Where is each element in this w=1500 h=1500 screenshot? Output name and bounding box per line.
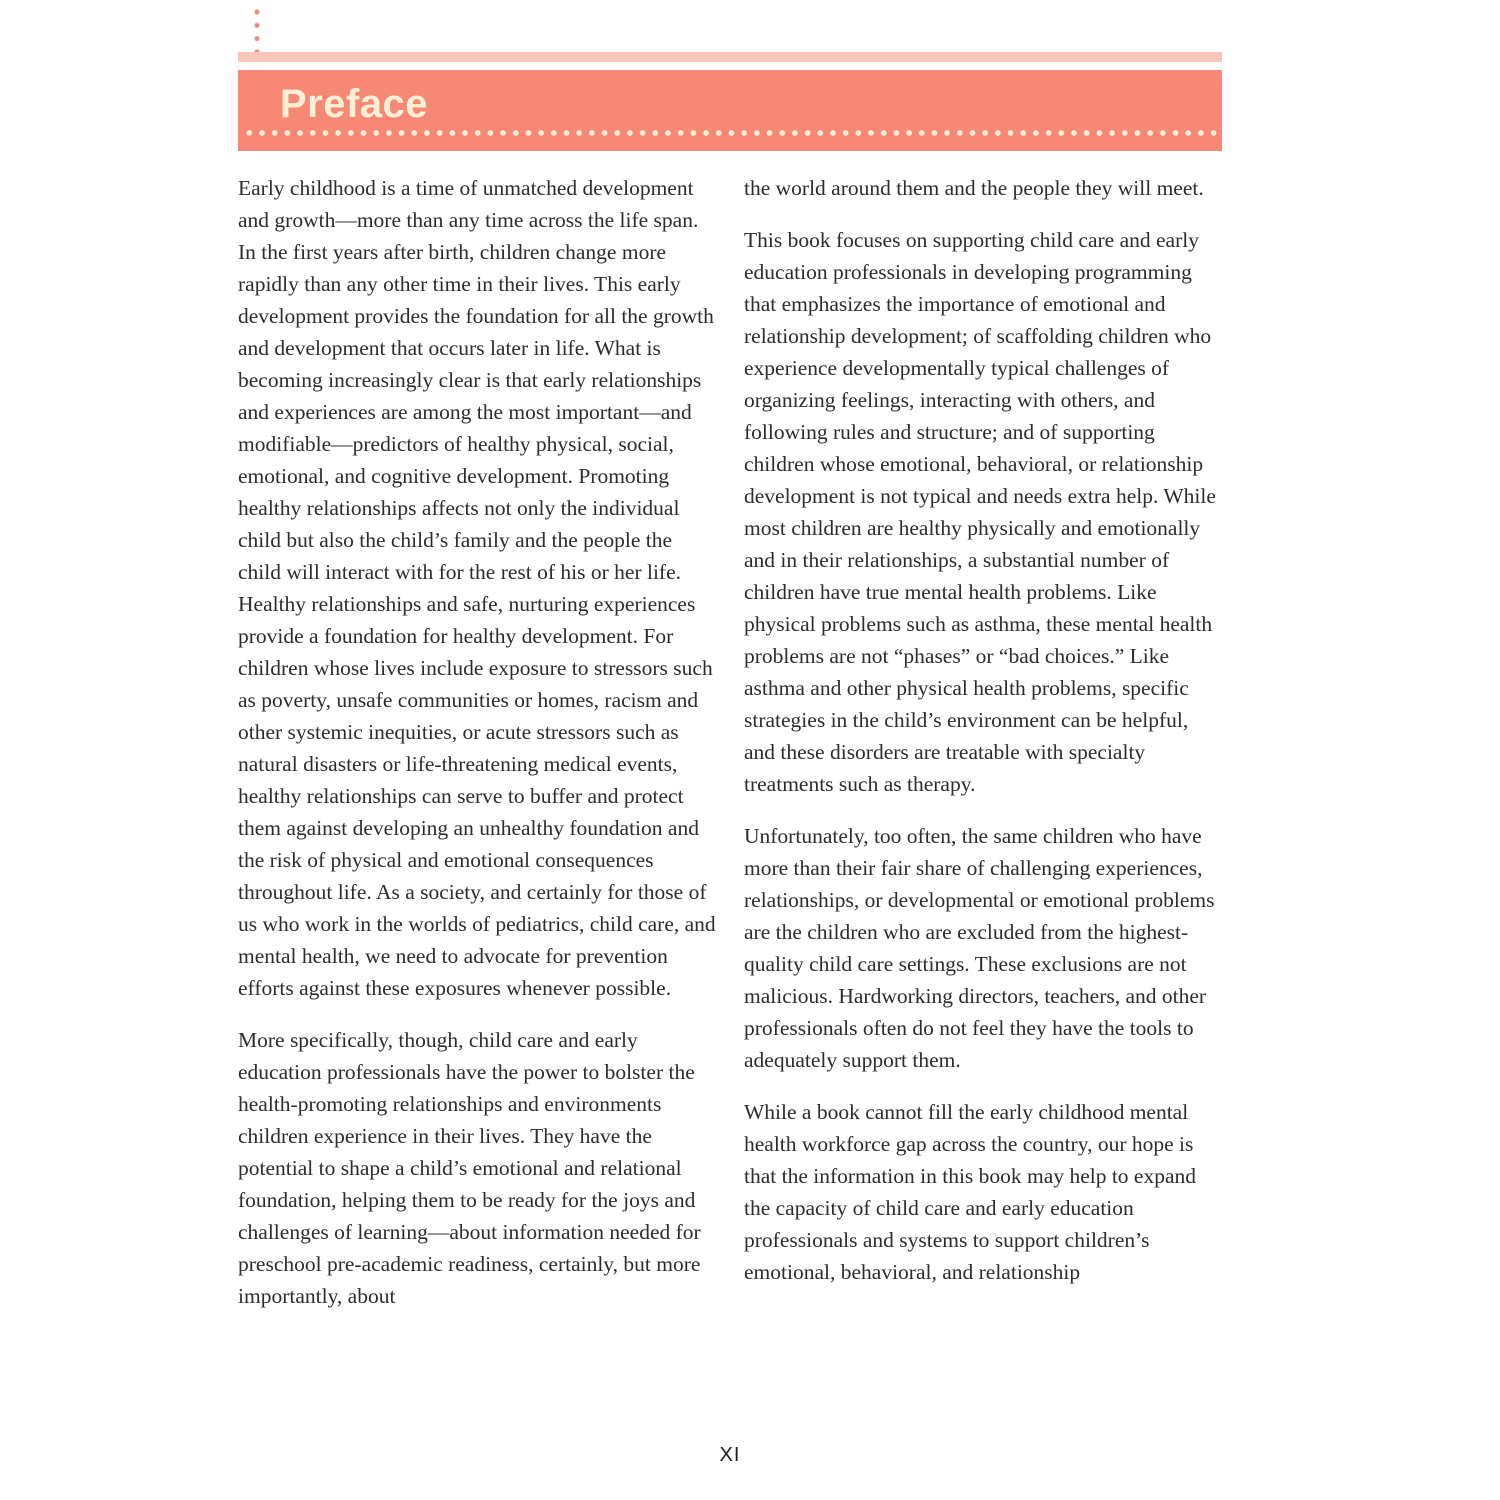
vertical-dots-decoration-top	[254, 9, 260, 53]
paragraph: This book focuses on supporting child care and early education professionals in developing programming that emphasizes the importance of emotional and relationship development; of scaffolding children who experience developmentally typical challenges of organizing feelings, interacting with others, and following rules and structure; and of supporting children whose emotional, behavioral, or relationship development is not typical and needs extra help. While most children are healthy physically and emotionally and in their relationships, a substantial number of children have true mental health problems. Like physical problems such as asthma, these mental health problems are not “phases” or “bad choices.” Like asthma and other physical health problems, specific strategies in the child’s environment can be helpful, and these disorders are treatable with specialty treatments such as therapy.	[744, 228, 1216, 796]
paragraph: the world around them and the people they will meet.	[744, 176, 1204, 200]
paragraph: While a book cannot fill the early childhood mental health workforce gap across the country, our hope is that the information in this book may help to expand the capacity of child care and early education professionals and systems to support children’s emotional, behavioral, and relationship	[744, 1100, 1197, 1284]
page-number: XI	[719, 1444, 741, 1466]
paragraph: Unfortunately, too often, the same children who have more than their fair share of challenging experiences, relationships, or developmental or emotional problems are the children who are excluded from the highest-quality child care settings. These exclusions are not malicious. Hardworking directors, teachers, and other professionals often do not feel they have the tools to adequately support them.	[744, 824, 1215, 1072]
page-title: Preface	[280, 82, 429, 126]
left-column	[238, 172, 716, 1332]
header-accent-band	[238, 52, 1222, 62]
horizontal-dots-decoration	[243, 128, 1217, 138]
body-text-columns	[238, 172, 1222, 1332]
right-column	[744, 172, 1222, 1332]
paragraph: More specifically, though, child care and early education professionals have the power to bolster the health-promoting relationships and environments children experience in their lives. They have the potential to shape a child’s emotional and relational foundation, helping them to be ready for the joys and challenges of learning—about information needed for preschool pre-academic readiness, certainly, but more importantly, about	[238, 1028, 701, 1308]
header-banner	[238, 70, 1222, 151]
paragraph: Early childhood is a time of unmatched development and growth—more than any time across the life span. In the first years after birth, children change more rapidly than any other time in their lives. This early development provides the foundation for all the growth and development that occurs later in life. What is becoming increasingly clear is that early relationships and experiences are among the most important—and modifiable—predictors of healthy physical, social, emotional, and cognitive development. Promoting healthy relationships affects not only the individual child but also the child’s family and the people the child will interact with for the rest of his or her life. Healthy relationships and safe, nurturing experiences provide a foundation for healthy development. For children whose lives include exposure to stressors such as poverty, unsafe communities or homes, racism and other systemic inequities, or acute stressors such as natural disasters or life-threatening medical events, healthy relationships can serve to buffer and protect them against developing an unhealthy foundation and the risk of physical and emotional consequences throughout life. As a society, and certainly for those of us who work in the worlds of pediatrics, child care, and mental health, we need to advocate for prevention efforts against these exposures whenever possible.	[238, 176, 716, 1000]
